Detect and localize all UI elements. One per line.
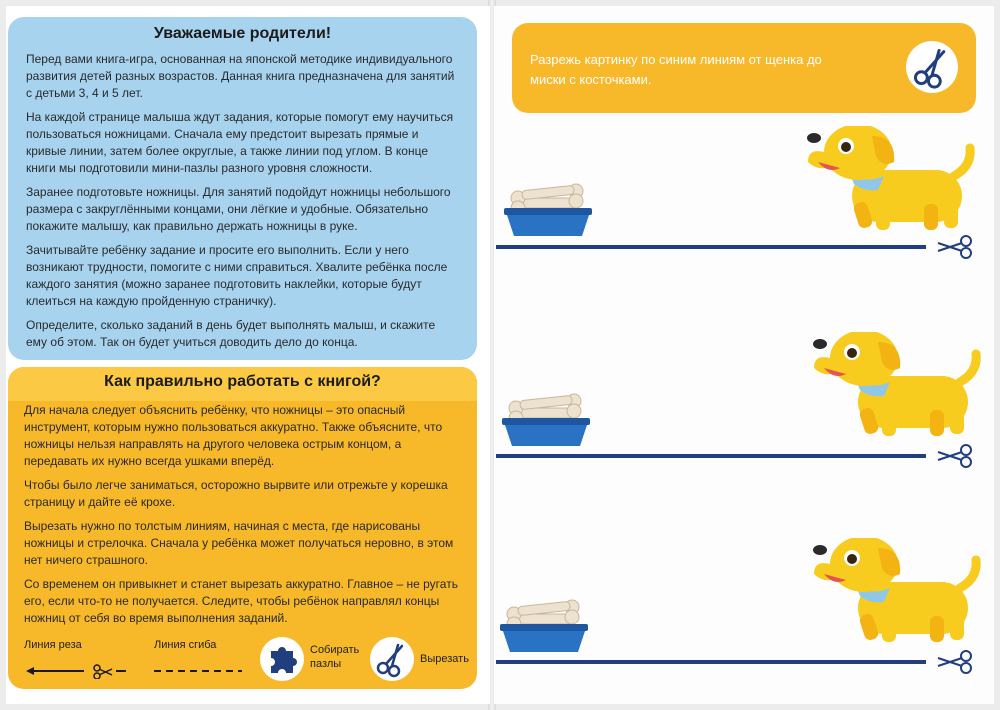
parents-paragraph: Заранее подготовьте ножницы. Для занятий подойдут ножницы небольшого размера с закруглёнными концами, они лёгкие и удобные. Обязательно покажите малышу, как правильно держать ножницы в руке.	[26, 185, 451, 233]
parents-paragraph: Зачитывайте ребёнку задание и просите его выполнить. Если у него возникают трудности, помогите с ними справиться. Хвалите ребёнка после каждого занятия (можно заранее подготовить наклейки, которые будут клеиться на каждую пройденную страничку).	[26, 243, 448, 308]
howto-panel	[8, 367, 477, 689]
cut-line[interactable]	[496, 660, 926, 664]
legend-cut-line-label: Линия реза	[24, 639, 82, 651]
bone-bowl	[498, 592, 590, 658]
cut-row-3	[494, 536, 994, 676]
cut-row-2	[494, 330, 994, 470]
bone-bowl	[500, 386, 592, 452]
legend	[8, 631, 477, 689]
task-box	[512, 23, 976, 113]
cut-row-1	[494, 126, 994, 266]
parents-title: Уважаемые родители!	[153, 25, 332, 42]
puzzle-badge	[260, 637, 304, 681]
parents-paragraph: Определите, сколько заданий в день будет выполнять малыш, и скажите ему об этом. Так он будет учиться доводить дело до конца.	[26, 318, 436, 349]
parents-info-panel	[8, 17, 477, 360]
legend-puzzle-label: Собирать пазлы	[310, 644, 360, 670]
bone-bowl	[502, 176, 594, 242]
legend-fold-line-label: Линия сгиба	[154, 639, 217, 651]
howto-paragraph: Чтобы было легче заниматься, осторожно вырвите или отрежьте у корешка страницу и дайте её крохе.	[24, 478, 448, 509]
howto-title: Как правильно работать с книгой?	[104, 373, 381, 390]
scissors-icon[interactable]	[934, 234, 974, 260]
puzzle-icon	[260, 637, 304, 681]
puppy	[800, 538, 990, 646]
legend-cut-label: Вырезать	[420, 653, 469, 665]
howto-paragraph: Вырезать нужно по толстым линиям, начиная с места, где нарисованы ножницы и стрелочка. Сначала у ребёнка может получаться неровно, в этом нет ничего страшного.	[24, 519, 454, 567]
howto-paragraph: Со временем он привыкнет и станет вырезать аккуратно. Главное – не ругать его, если что-то не получается. Следите, чтобы ребёнок направлял концы ножниц от себя во время выполнения заданий.	[24, 577, 458, 625]
cut-line[interactable]	[496, 245, 926, 249]
task-scissors-badge	[906, 41, 958, 93]
fold-line-sample-icon	[154, 669, 242, 673]
parents-paragraph: Перед вами книга-игра, основанная на японской методике индивидуального развития детей разных возрастов. Данная книга предназначена для занятий с детьми 3, 4 и 5 лет.	[26, 52, 455, 100]
scissors-badge	[370, 637, 414, 681]
scissors-icon	[906, 41, 958, 93]
parents-paragraph: На каждой странице малыша ждут задания, которые помогут ему научиться пользоваться ножницами. Сначала ему предстоит вырезать прямые и кривые линии, затем более округлые, а также линии под углом. В конце книги мы подготовили мини-пазлы разного уровня сложности.	[26, 110, 454, 175]
scissors-icon[interactable]	[934, 443, 974, 469]
howto-paragraph: Для начала следует объяснить ребёнку, что ножницы – это опасный инструмент, которым нужно пользоваться аккуратно. Также объясните, что ножницы нельзя направлять на другого человека острым концом, а передавать их нужно всегда ушками вперёд.	[24, 403, 443, 468]
scissors-icon	[370, 637, 414, 681]
cut-line[interactable]	[496, 454, 926, 458]
task-instruction: Разрежь картинку по синим линиям от щенка до миски с косточками.	[530, 52, 822, 87]
puppy	[800, 332, 990, 440]
scissors-icon[interactable]	[934, 649, 974, 675]
cut-line-sample-icon	[24, 663, 128, 679]
puppy	[794, 126, 984, 234]
